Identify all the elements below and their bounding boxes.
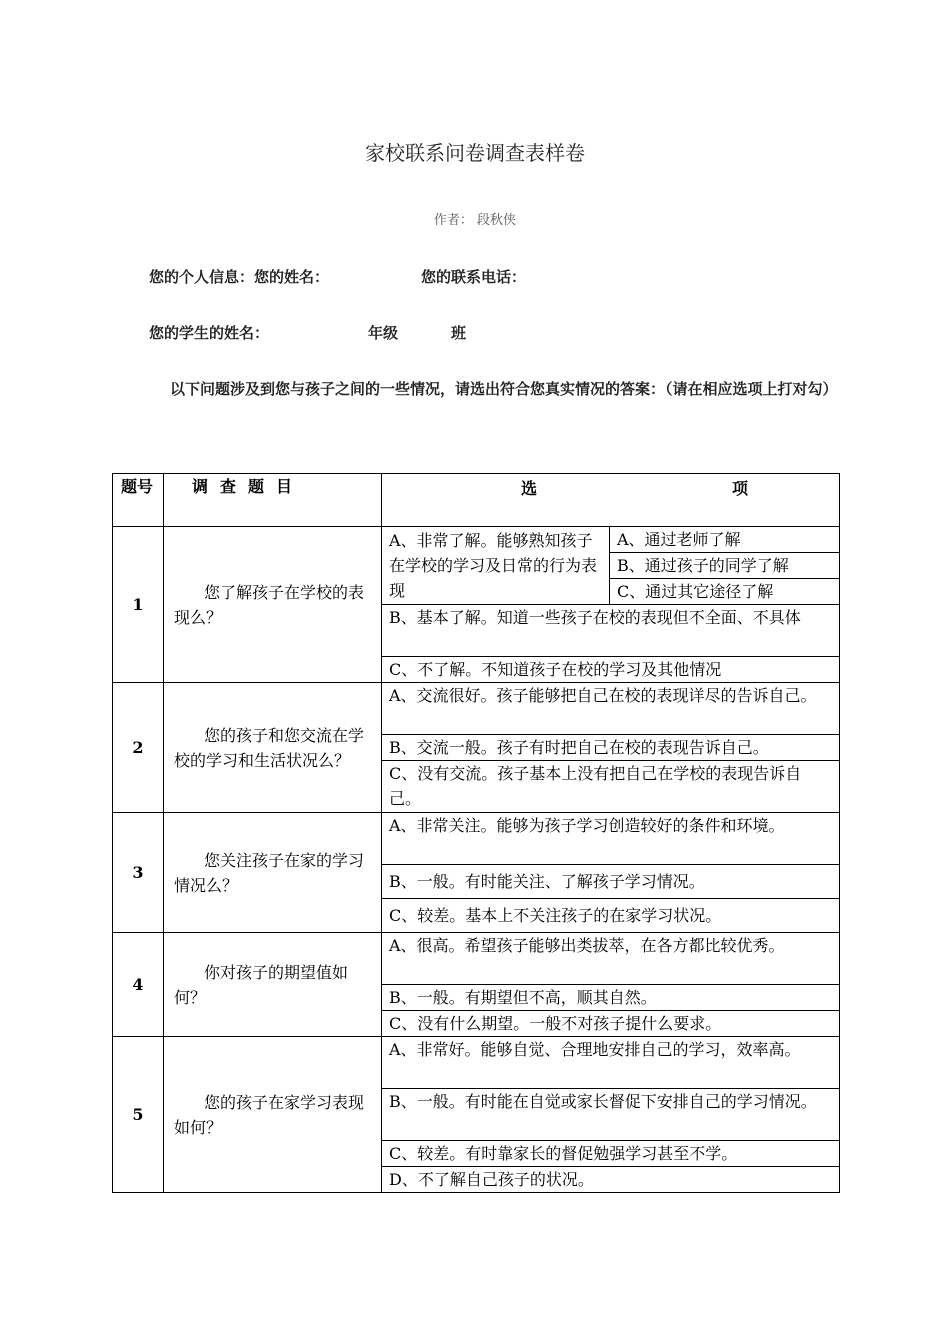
- question-text: 您的孩子在家学习表现如何？: [164, 1037, 382, 1193]
- table-row: [113, 527, 840, 553]
- option-cell[interactable]: D、不了解自己孩子的状况。: [382, 1167, 840, 1193]
- question-number: 4: [113, 933, 164, 1037]
- personal-info-label: 您的个人信息：您的姓名：: [149, 268, 330, 286]
- question-number: 1: [113, 527, 164, 683]
- question-number: 3: [113, 813, 164, 933]
- question-text: 您的孩子和您交流在学校的学习和生活状况么？: [164, 683, 382, 813]
- sub-option-cell[interactable]: B、通过孩子的同学了解: [610, 553, 840, 579]
- option-cell[interactable]: B、一般。有期望但不高，顺其自然。: [382, 985, 840, 1011]
- table-row: [113, 1037, 840, 1089]
- option-cell[interactable]: A、很高。希望孩子能够出类拔萃，在各方都比较优秀。: [382, 933, 840, 985]
- header-num: 题号: [113, 474, 164, 527]
- option-cell[interactable]: C、没有交流。孩子基本上没有把自己在学校的表现告诉自己。: [382, 761, 840, 813]
- option-cell[interactable]: A、非常了解。能够熟知孩子在学校的学习及日常的行为表现: [382, 527, 610, 605]
- table-row: [113, 683, 840, 735]
- question-text: 您了解孩子在学校的表现么？: [164, 527, 382, 683]
- option-cell[interactable]: C、不了解。不知道孩子在校的学习及其他情况: [382, 657, 840, 683]
- option-cell[interactable]: C、较差。基本上不关注孩子的在家学习状况。: [382, 899, 840, 933]
- table-header-row: [113, 474, 840, 527]
- option-cell[interactable]: C、没有什么期望。一般不对孩子提什么要求。: [382, 1011, 840, 1037]
- sub-option-cell[interactable]: C、通过其它途径了解: [610, 579, 840, 605]
- header-options: [382, 474, 840, 527]
- student-name-label: 您的学生的姓名：: [149, 324, 270, 342]
- header-options-right: 项: [732, 479, 749, 498]
- survey-table: [112, 473, 840, 1193]
- option-cell[interactable]: B、一般。有时能关注、了解孩子学习情况。: [382, 865, 840, 899]
- option-cell[interactable]: A、交流很好。孩子能够把自己在校的表现详尽的告诉自己。: [382, 683, 840, 735]
- option-cell[interactable]: B、交流一般。孩子有时把自己在校的表现告诉自己。: [382, 735, 840, 761]
- class-label: 班: [451, 324, 467, 342]
- header-options-left: 选: [521, 479, 538, 498]
- table-row: [113, 933, 840, 985]
- header-question: 调查题目: [164, 474, 382, 527]
- question-text: 你对孩子的期望值如何？: [164, 933, 382, 1037]
- sub-option-cell[interactable]: A、通过老师了解: [610, 527, 840, 553]
- option-cell[interactable]: B、一般。有时能在自觉或家长督促下安排自己的学习情况。: [382, 1089, 840, 1141]
- option-cell[interactable]: A、非常好。能够自觉、合理地安排自己的学习，效率高。: [382, 1037, 840, 1089]
- option-cell[interactable]: A、非常关注。能够为孩子学习创造较好的条件和环境。: [382, 813, 840, 865]
- phone-label: 您的联系电话：: [421, 268, 527, 286]
- grade-label: 年级: [368, 324, 399, 342]
- question-number: 2: [113, 683, 164, 813]
- option-cell[interactable]: C、较差。有时靠家长的督促勉强学习甚至不学。: [382, 1141, 840, 1167]
- question-text: 您关注孩子在家的学习情况么？: [164, 813, 382, 933]
- author-line: 作者： 段秋侠: [433, 213, 517, 228]
- question-number: 5: [113, 1037, 164, 1193]
- intro-text: 以下问题涉及到您与孩子之间的一些情况，请选出符合您真实情况的答案：（请在相应选项上打对勾）: [170, 380, 838, 398]
- page-title: 家校联系问卷调查表样卷: [365, 141, 585, 165]
- table-row: [113, 813, 840, 865]
- option-cell[interactable]: B、基本了解。知道一些孩子在校的表现但不全面、不具体: [382, 605, 840, 657]
